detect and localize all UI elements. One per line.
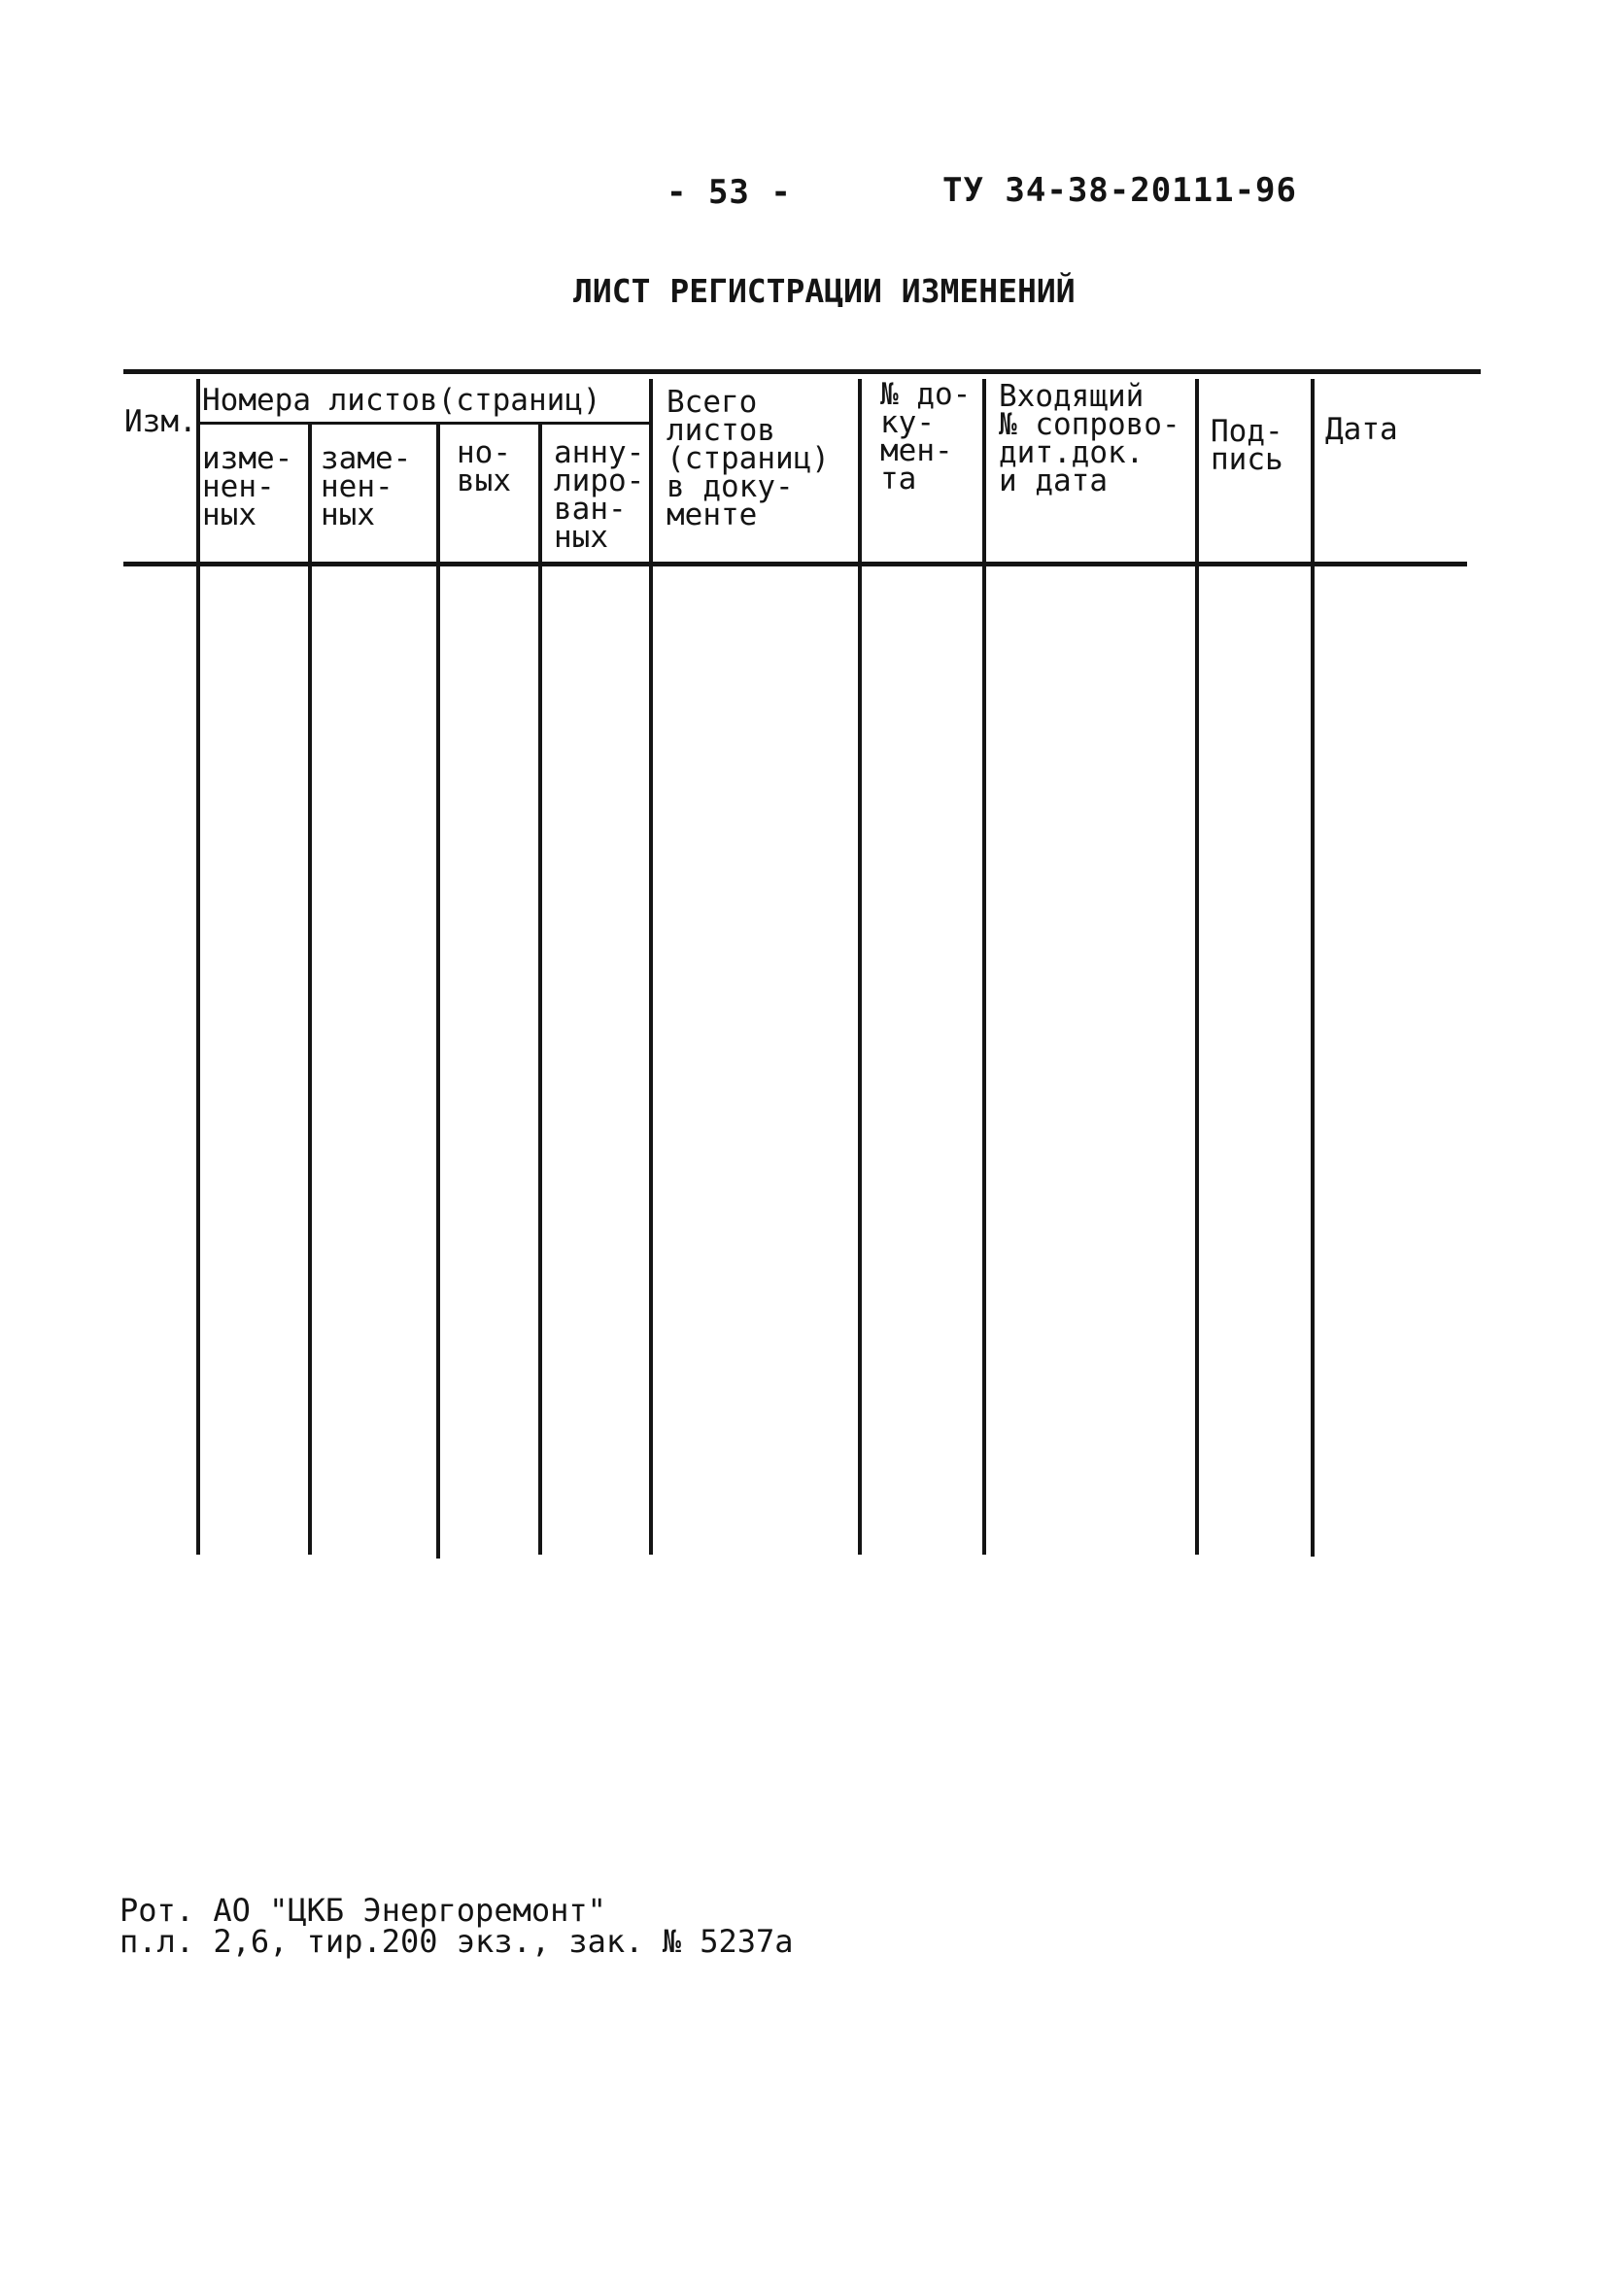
- column-header-total-sheets: Всего листов (страниц) в доку- менте: [667, 385, 830, 532]
- column-divider: [1195, 379, 1199, 1555]
- column-divider: [858, 379, 862, 1555]
- column-header-izm: Изм.: [124, 404, 197, 439]
- page-number: - 53 -: [667, 173, 792, 212]
- imprint-line-2: п.л. 2,6, тир.200 экз., зак. № 5237а: [120, 1923, 794, 1960]
- imprint-line-1: Рот. АО "ЦКБ Энергоремонт": [120, 1892, 606, 1929]
- column-divider: [649, 379, 653, 1555]
- column-divider: [1311, 379, 1315, 1557]
- column-divider: [308, 425, 312, 1555]
- column-header-incoming-doc: Входящий № сопрово- дит.док. и дата: [999, 379, 1180, 498]
- column-header-doc-number: № до- ку- мен- та: [880, 377, 972, 497]
- column-header-replaced: заме- нен- ных: [321, 441, 412, 532]
- column-divider: [196, 379, 200, 1555]
- column-header-signature: Под- пись: [1211, 414, 1283, 477]
- column-group-header-sheet-numbers: Номера листов(страниц): [202, 383, 601, 418]
- column-divider: [538, 425, 542, 1555]
- column-divider: [436, 425, 440, 1559]
- document-code: ТУ 34-38-20111-96: [942, 171, 1297, 210]
- group-header-underline: [197, 422, 652, 425]
- column-header-new: но- вых: [457, 435, 511, 498]
- column-divider: [982, 379, 986, 1555]
- table-top-rule: [123, 369, 1481, 374]
- column-header-changed: изме- нен- ных: [202, 441, 293, 532]
- column-header-date: Дата: [1325, 412, 1398, 447]
- column-header-annulled: анну- лиро- ван- ных: [554, 435, 645, 555]
- header-bottom-rule: [123, 562, 1467, 566]
- sheet-title: ЛИСТ РЕГИСТРАЦИИ ИЗМЕНЕНИЙ: [573, 272, 1076, 310]
